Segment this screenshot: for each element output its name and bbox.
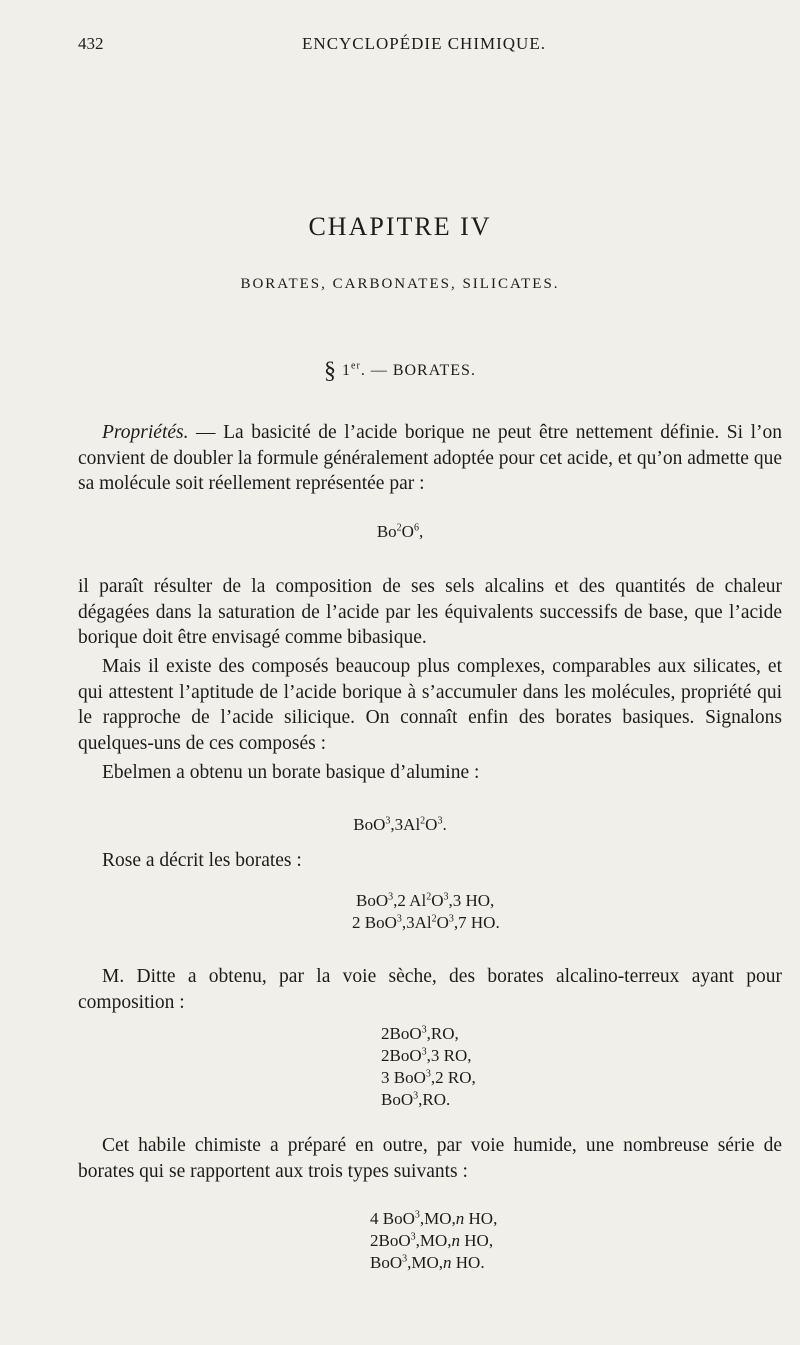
formula-line: 2 $BoO^3,3Al^2O^3,7$ HO.	[352, 913, 500, 932]
formula-ebelmen: $BoO^3,3Al^2O^3$.	[353, 815, 447, 834]
running-title: ENCYCLOPÉDIE CHIMIQUE.	[302, 34, 546, 53]
paragraph-properties	[78, 420, 782, 497]
page-number: 432	[78, 34, 104, 53]
formula-types-list	[370, 1208, 497, 1274]
formula-bo2o6: $Bo^2O^6$,	[376, 522, 424, 541]
section-symbol: §	[324, 358, 338, 384]
paragraph-humid: Cet habile chimiste a préparé en outre, par voie humide, une nombreuse série de borates qui se rapportent aux trois types suivants :	[78, 1135, 782, 1182]
chapter-title: CHAPITRE IV	[308, 212, 492, 241]
formula-line: BoO$^3$,MO,n HO.	[370, 1253, 485, 1272]
formula-rose-list	[352, 890, 500, 934]
formula-line: BoO$^3$,2 $Al^2O^3,3$ HO,	[356, 891, 495, 910]
paragraph-rose: Rose a décrit les borates :	[102, 850, 302, 871]
formula-line: 2BoO$^3$,RO,	[381, 1024, 459, 1043]
chapter-subtitle: BORATES, CARBONATES, SILICATES.	[240, 276, 560, 292]
paragraph-bibasic: il paraît résulter de la composition de ses sels alcalins et des quantités de chaleur dégagées dans la saturation de l’acide par les équivalents successifs de base, que l’acide borique doit être envisagé comme bibasique.	[78, 576, 782, 648]
section-title: . — BORATES.	[360, 362, 476, 379]
section-number: 1	[342, 362, 352, 379]
formula-line: BoO$^3$,RO.	[381, 1090, 451, 1109]
paragraph-ditte: M. Ditte a obtenu, par la voie sèche, des borates alcalino-terreux ayant pour composition :	[78, 966, 782, 1013]
formula-line: 2BoO$^3$,3 RO,	[381, 1046, 472, 1065]
formula-line: 4 BoO$^3$,MO,n HO,	[370, 1209, 498, 1228]
section-number-suffix: er	[351, 360, 361, 372]
paragraph-complex: Mais il existe des composés beaucoup plus complexes, comparables aux silicates, et qui attestent l’aptitude de l’acide borique à s’accumuler dans les molécules, propriété qui le rapproche de l’acide silicique. On connaît enfin des borates basiques. Signalons quelques-uns de ces composés :	[78, 656, 782, 754]
formula-line: 3 BoO$^3$,2 RO,	[381, 1068, 476, 1087]
paragraph-ebelmen: Ebelmen a obtenu un borate basique d’alumine :	[102, 762, 480, 783]
paragraph-lead: Propriétés.	[102, 422, 189, 443]
paragraph-text: — La basicité de l’acide borique ne peut être nettement définie. Si l’on convient de doubler la formule généralement adoptée pour cet acide, et qu’on admette que sa molécule soit réellement représentée par :	[78, 422, 782, 494]
formula-line: 2BoO$^3$,MO,n HO,	[370, 1231, 494, 1250]
running-head	[78, 34, 770, 58]
section-heading	[0, 358, 800, 385]
formula-ditte-list	[381, 1023, 476, 1111]
